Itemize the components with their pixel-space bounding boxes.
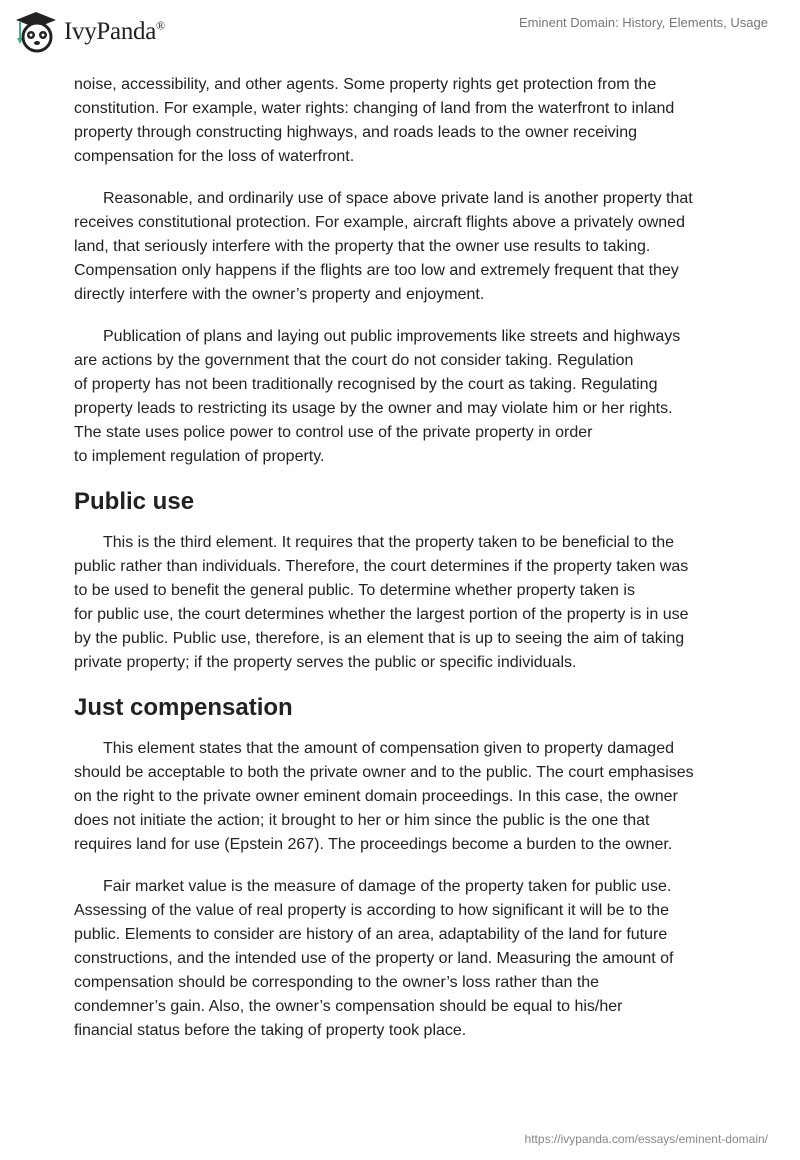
document-title: Eminent Domain: History, Elements, Usage (518, 15, 768, 30)
text-line: financial status before the taking of property took place. (74, 1022, 467, 1039)
text-line: property through constructing highways, and roads leads to the owner receiving (74, 124, 637, 141)
paragraph (74, 737, 734, 857)
section-heading: Just compensation (74, 694, 293, 721)
text-line: to be used to benefit the general public. To determine whether property taken is (74, 582, 635, 599)
text-line: compensation for the loss of waterfront. (74, 148, 355, 165)
text-line: condemner’s gain. Also, the owner’s compensation should be equal to his/her (74, 998, 623, 1015)
logo-text: IvyPanda® (64, 18, 165, 45)
text-line: on the right to the private owner eminent domain proceedings. In this case, the owner (74, 788, 678, 805)
paragraph (74, 73, 734, 169)
source-url[interactable]: https://ivypanda.com/essays/eminent-domain/ (524, 1132, 768, 1146)
text-line: by the public. Public use, therefore, is an element that is up to seeing the aim of taking (74, 630, 685, 647)
text-line: This element states that the amount of compensation given to property damaged (103, 740, 674, 757)
text-line: Publication of plans and laying out public improvements like streets and highways (103, 328, 681, 345)
text-line: public rather than individuals. Therefore, the court determines if the property taken was (74, 558, 689, 575)
text-line: for public use, the court determines whether the largest portion of the property is in use (74, 606, 689, 623)
paragraph (74, 187, 734, 307)
text-line: to implement regulation of property. (74, 448, 325, 465)
paragraph (74, 531, 734, 675)
text-line: Fair market value is the measure of damage of the property taken for public use. (103, 878, 672, 895)
text-line: Compensation only happens if the flights are too low and extremely frequent that they (74, 262, 679, 279)
text-line: Reasonable, and ordinarily use of space above private land is another property that (103, 190, 693, 207)
text-line: private property; if the property serves the public or specific individuals. (74, 654, 577, 671)
text-line: should be acceptable to both the private owner and to the public. The court emphasises (74, 764, 694, 781)
text-line: property leads to restricting its usage by the owner and may violate him or her rights. (74, 400, 673, 417)
paragraph (74, 325, 734, 469)
text-line: does not initiate the action; it brought to her or him since the public is the one that (74, 812, 650, 829)
paragraph (74, 875, 734, 1043)
text-line: requires land for use (Epstein 267). The proceedings become a burden to the owner. (74, 836, 673, 853)
text-line: constitution. For example, water rights: changing of land from the waterfront to inland (74, 100, 675, 117)
text-line: of property has not been traditionally recognised by the court as taking. Regulating (74, 376, 658, 393)
text-line: This is the third element. It requires that the property taken to be beneficial to the (103, 534, 674, 551)
text-line: The state uses police power to control use of the private property in order (74, 424, 593, 441)
panda-graduate-icon (14, 10, 58, 54)
page-header (0, 0, 800, 60)
text-line: compensation should be corresponding to the owner’s loss rather than the (74, 974, 600, 991)
article-body (74, 73, 734, 1061)
section-heading: Public use (74, 488, 195, 515)
text-line: receives constitutional protection. For example, aircraft flights above a privately owned (74, 214, 685, 231)
ivypanda-logo[interactable] (14, 10, 165, 54)
text-line: public. Elements to consider are history of an area, adaptability of the land for future (74, 926, 668, 943)
text-line: are actions by the government that the court do not consider taking. Regulation (74, 352, 634, 369)
text-line: noise, accessibility, and other agents. Some property rights get protection from the (74, 76, 657, 93)
text-line: Assessing of the value of real property is according to how significant it will be to the (74, 902, 669, 919)
text-line: land, that seriously interfere with the property that the owner use results to taking. (74, 238, 651, 255)
text-line: constructions, and the intended use of the property or land. Measuring the amount of (74, 950, 674, 967)
text-line: directly interfere with the owner’s property and enjoyment. (74, 286, 485, 303)
